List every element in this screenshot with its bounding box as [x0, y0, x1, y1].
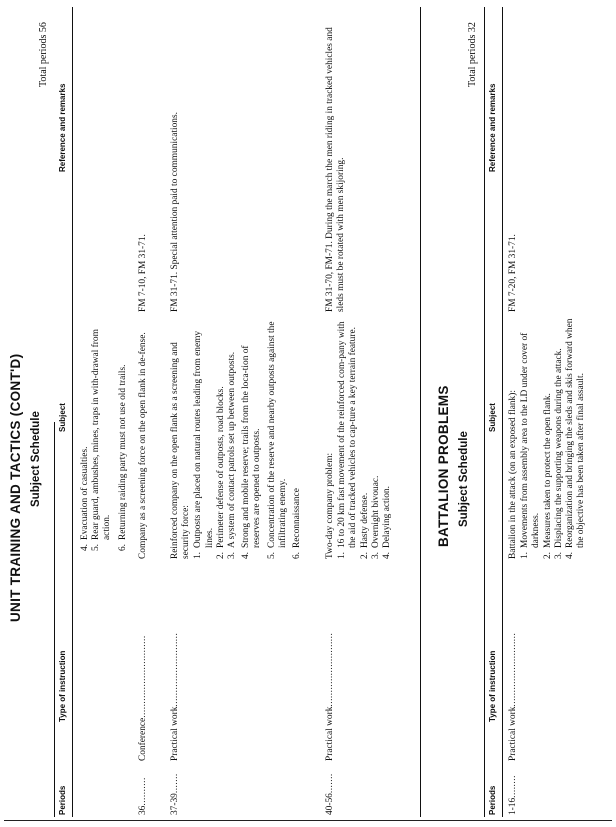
table-row-periods: 1-16........ — [508, 775, 518, 815]
list-item: 3. Displacing the supporting weapons during the attack. — [553, 348, 564, 559]
list-item: 1. Outposts are placed on natural routes leading from enemy lines. — [193, 330, 215, 559]
table-row-reference: FM 7-10, FM 31-71. — [138, 234, 148, 312]
list-item: 2. Hasty defense. — [359, 492, 370, 559]
list-item: 2. Measures taken to protect the open flank. — [542, 393, 553, 559]
table-row-type: Practical work.......................... — [170, 632, 180, 761]
list-item: 1. 16 to 20 km fast movement of the reinforced com-pany with the aid of tracked vehicles to cap-ture a key terrain feature. — [337, 321, 359, 559]
list-item: 3. Overnight bivouac. — [370, 475, 381, 559]
column-header-subject: Subject — [488, 403, 497, 432]
section-end-rule — [420, 7, 421, 817]
list-item: 6. Reconnaissance — [292, 488, 303, 559]
header-rule-top — [484, 7, 485, 817]
section-subtitle: Subject Schedule — [458, 431, 470, 527]
table-row-reference: FM 31-71. Special attention paid to communications. — [170, 112, 180, 312]
section-title: UNIT TRAINING AND TACTICS (CONT'D) — [8, 353, 23, 622]
list-item: 4. Evacuation of casualties. — [80, 446, 90, 551]
total-periods: Total periods 32 — [467, 22, 478, 87]
column-header-reference: Reference and remarks — [58, 83, 67, 172]
list-item: 4. Reorganization and bringing the sleds and skis forward when the objective has been taken after final assault. — [565, 318, 587, 559]
list-item: 2. Perimeter defense of outposts, road blocks. — [215, 386, 226, 559]
table-row-subject: Two-day company problem: 1. 16 to 20 km fast movement of the reinforced com-pany with the aid of tracked vehicles to cap-ture a key terrain feature. 2. Hasty defense. 3. Overnight bivouac. 4. Delaying action. — [325, 317, 393, 559]
column-header-periods: Periods — [58, 785, 67, 815]
table-row-periods: 40-56....... — [325, 773, 335, 815]
list-item: 3. A system of contact patrols set up between outposts. — [227, 351, 238, 559]
table-row-type: Practical work.......................... — [508, 632, 518, 761]
list-item: 5. Concentration of the reserve and nearby outposts against the infiltrating enemy. — [266, 321, 288, 559]
header-rule-bottom — [72, 7, 73, 817]
table-row-subject: Company as a screening force on the open flank in de-fense. — [138, 332, 148, 559]
table-row-periods: 37-39....... — [170, 773, 180, 815]
list-item: 5. Rear guard, ambushes, mines, traps in with-drawal from action. — [91, 329, 113, 551]
column-header-type: Type of instruction — [58, 650, 67, 722]
table-row-subject: Reinforced company on the open flank as a screening and security force: 1. Outposts are placed on natural routes leading from enemy lines. 2. Perimeter defense of outposts, road blocks. 3. A system of contact patrols set up between outposts. 4. Strong and mobile reserve; trails from the loca-tion of reserves are opened to outposts. 5. Concentration of the reserve and nearby outposts against the infiltrating enemy. 6. Reconnaissance — [170, 317, 303, 559]
table-row-type: Practical work.......................... — [325, 632, 335, 761]
table-row-reference: FM 31-70, FM-71. During the march the men riding in tracked vehicles and sleds must be rotated with men skijoring. — [325, 27, 347, 312]
list-item: 4. Strong and mobile reserve; trails from the loca-tion of reserves are opened to outposts. — [241, 345, 263, 559]
list-item: 4. Delaying action. — [382, 486, 393, 559]
column-header-type: Type of instruction — [488, 650, 497, 722]
table-row-reference: FM 7-20, FM 31-71. — [508, 234, 518, 312]
page-edge-line — [4, 820, 612, 821]
continued-items — [80, 319, 129, 551]
section-subtitle: Subject Schedule — [30, 411, 42, 507]
column-header-periods: Periods — [488, 785, 497, 815]
list-item: 1. Movements from assembly area to the LD under cover of darkness. — [520, 332, 542, 559]
list-item: 6. Returning raiding party must not use old trails. — [117, 364, 128, 551]
total-periods: Total periods 56 — [38, 22, 49, 87]
header-rule-top — [54, 422, 55, 817]
header-rule-bottom — [502, 7, 503, 817]
section-title: BATTALION PROBLEMS — [436, 385, 451, 547]
table-row-type: Conference............................. — [138, 635, 148, 761]
table-row-subject: Battalion in the attack (on an exposed flank): 1. Movements from assembly area to the LD under cover of darkness. 2. Measures taken to protect the open flank. 3. Displacing the supporting weapons during the attack. 4. Reorganization and bringing the sleds and skis forward when the objective has been taken after final assault. — [508, 318, 587, 559]
column-header-subject: Subject — [58, 403, 67, 432]
column-header-reference: Reference and remarks — [488, 83, 497, 172]
table-row-periods: 36.......... — [138, 777, 148, 815]
